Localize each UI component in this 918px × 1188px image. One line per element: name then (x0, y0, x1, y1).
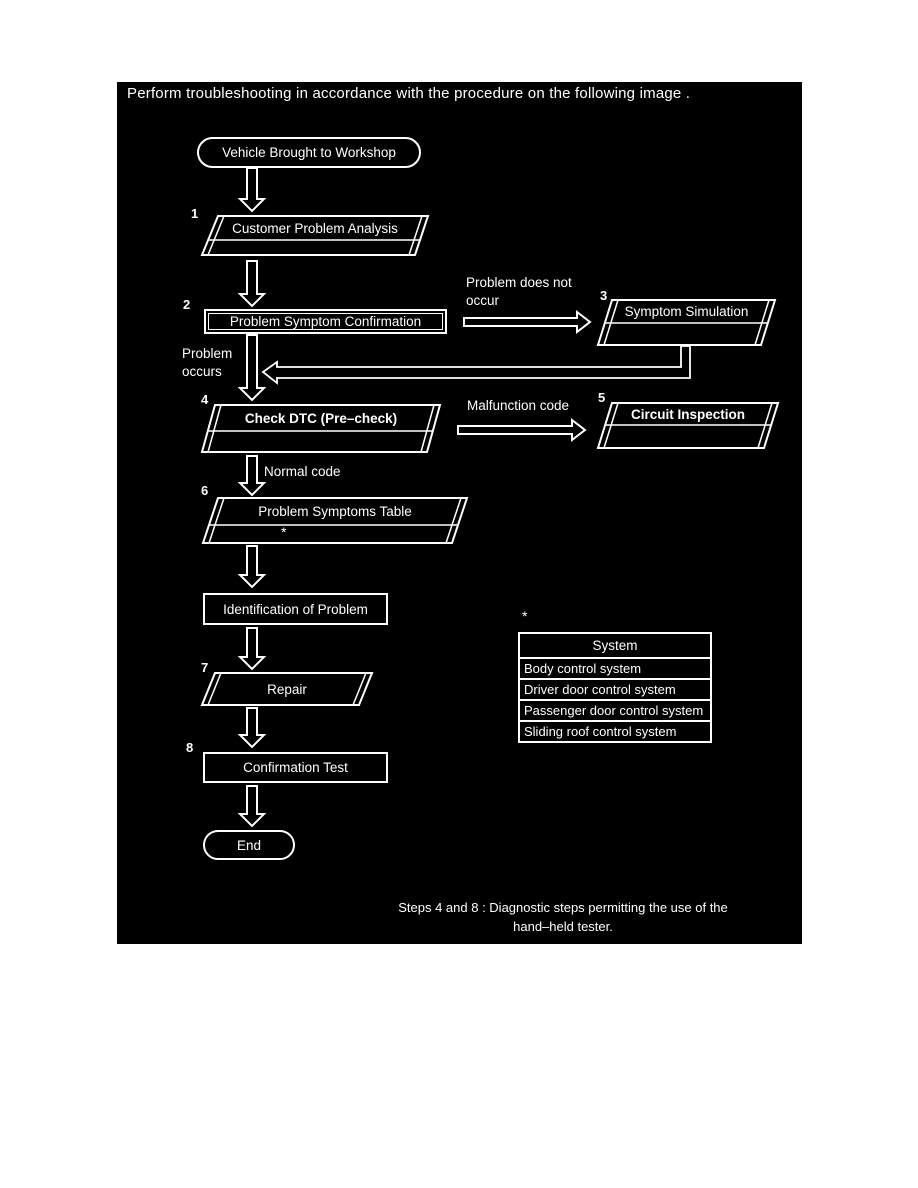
step6-number: 6 (201, 483, 209, 498)
arrow-8-to-end (240, 786, 264, 826)
step8-box (203, 752, 388, 783)
branch-problem-occurs-line1: Problem (182, 346, 233, 361)
start-node (197, 137, 421, 168)
step2-label: Problem Symptom Confirmation (229, 314, 422, 329)
arrow-2-to-3 (464, 312, 590, 332)
arrow-4-to-6 (240, 456, 264, 495)
step2-box (204, 309, 447, 334)
step3-label: Symptom Simulation (624, 304, 749, 319)
caption-line1: Steps 4 and 8 : Diagnostic steps permitting the use of the (398, 900, 728, 915)
arrow-2-to-4 (240, 335, 264, 400)
step1-number: 1 (191, 206, 199, 221)
step4-number: 4 (201, 392, 209, 407)
arrow-3-return-to-main (263, 346, 690, 383)
end-node (203, 830, 295, 860)
branch-problem-does-not-occur-line1: Problem does not (466, 275, 572, 290)
arrow-1-to-2 (240, 261, 264, 306)
branch-malfunction-code: Malfunction code (467, 398, 570, 413)
branch-problem-occurs-line2: occurs (182, 364, 222, 379)
caption-line2: hand–held tester. (513, 919, 613, 934)
step5-number: 5 (598, 390, 606, 405)
arrow-7-to-8 (240, 708, 264, 747)
start-node-label: Vehicle Brought to Workshop (222, 145, 396, 160)
identification-label: Identification of Problem (223, 601, 368, 617)
arrow-4-to-5 (458, 420, 585, 440)
step3-number: 3 (600, 288, 608, 303)
intro-text: Perform troubleshooting in accordance with the procedure on the following image . (127, 85, 691, 102)
step1-label: Customer Problem Analysis (232, 221, 398, 236)
step4-label: Check DTC (Pre–check) (244, 411, 398, 426)
step8-label: Confirmation Test (243, 760, 348, 775)
system-table-header: System (520, 634, 710, 659)
arrow-start-to-1 (240, 168, 264, 211)
table-row: Passenger door control system (520, 701, 710, 722)
diagram-panel (117, 82, 802, 944)
step6-label: Problem Symptoms Table (258, 504, 412, 519)
table-row: Sliding roof control system (524, 724, 677, 739)
system-table (518, 632, 712, 743)
step6-note-mark: * (281, 524, 287, 540)
caption (348, 898, 778, 936)
step5-label: Circuit Inspection (630, 407, 745, 422)
identification-box (203, 593, 388, 625)
table-row: Body control system (520, 659, 710, 680)
step7-number: 7 (201, 660, 209, 675)
end-node-label: End (236, 837, 262, 853)
step2-number: 2 (183, 297, 191, 312)
branch-normal-code: Normal code (264, 464, 341, 479)
step8-number: 8 (186, 740, 194, 755)
step7-label: Repair (267, 682, 307, 697)
arrow-6-to-identification (240, 546, 264, 587)
branch-problem-does-not-occur-line2: occur (466, 293, 500, 308)
table-note-mark: * (522, 608, 528, 624)
arrow-identification-to-7 (240, 628, 264, 669)
table-row: Driver door control system (520, 680, 710, 701)
